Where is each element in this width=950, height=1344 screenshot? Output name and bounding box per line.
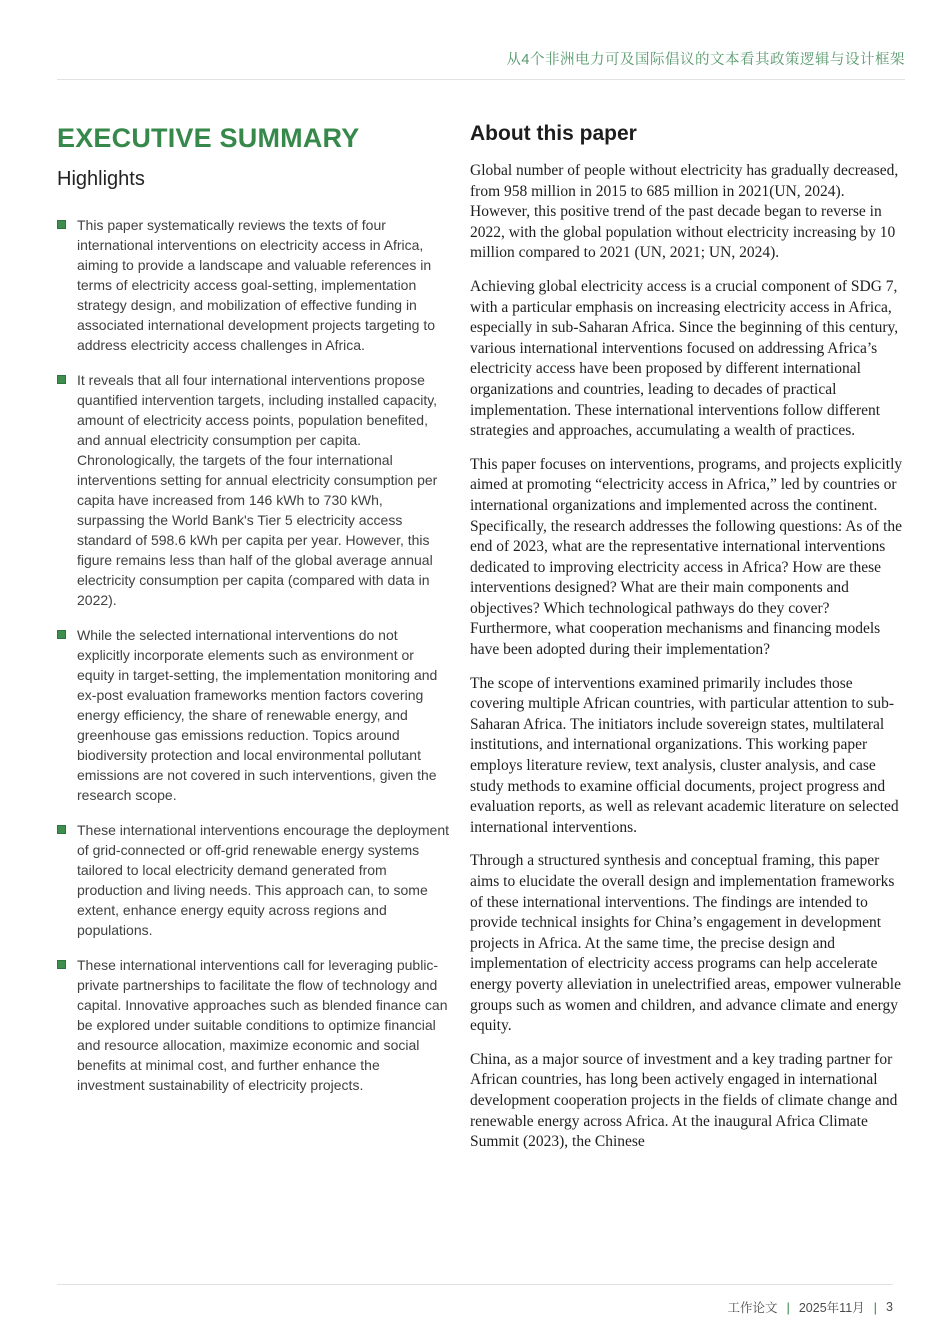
highlight-text: These international interventions call for leveraging public-private partnerships to facilitate the flow of technology and capital. Innovative approaches such as blended finance can be explored under suitable conditions to optimize financial and resource allocation, maximize economic and social benefits at minimal cost, and further enhance the investment sustainability of electricity projects. <box>77 956 448 1093</box>
bullet-square-icon <box>57 375 66 384</box>
footer-date: 2025年11月 <box>798 1301 865 1315</box>
body-paragraph: This paper focuses on interventions, programs, and projects explicitly aimed at promoting “electricity access in Africa,” led by countries or international organizations and implemented across the continent. Specifically, the research addresses the following questions: As of the end of 2023, what are the representative international interventions dedicated to improving electricity access in Africa? How are these interventions designed? What are their main components and objectives? Which technological pathways do they cover? Furthermore, what cooperation mechanisms and financing models have been adopted during their implementation? <box>470 455 903 659</box>
highlights-list <box>57 215 450 1095</box>
header-divider <box>57 79 905 80</box>
page-number: 3 <box>886 1300 893 1314</box>
list-item <box>57 215 450 355</box>
page-content <box>57 122 905 1166</box>
highlight-text: It reveals that all four international interventions propose quantified intervention targets, including installed capacity, amount of electricity access points, population benefited, and annual electricity consumption per capita. Chronologically, the targets of the four international interventions setting for annual electricity consumption per capita have increased from 146 kWh to 730 kWh, surpassing the World Bank's Tier 5 electricity access standard of 598.6 kWh per capita per year. However, this figure remains less than half of the global average annual electricity consumption per capita (compared with data in 2022). <box>77 371 438 608</box>
page-footer <box>57 1284 893 1316</box>
body-paragraph: China, as a major source of investment and a key trading partner for African countries, has long been actively engaged in international development cooperation projects in the fields of climate change and renewable energy across Africa. At the inaugural Africa Climate Summit (2023), the Chinese <box>470 1050 898 1151</box>
bullet-square-icon <box>57 960 66 969</box>
highlights-title: Highlights <box>57 167 145 190</box>
list-item <box>57 625 450 805</box>
highlight-text: While the selected international interventions do not explicitly incorporate elements such as environment or equity in target-setting, the implementation monitoring and ex-post evaluation frameworks mention factors covering energy efficiency, the share of renewable energy, and greenhouse gas emissions reduction. Topics around biodiversity protection and local environmental pollutant emissions are not covered in such interventions, given the research scope. <box>77 626 438 803</box>
highlight-text: This paper systematically reviews the texts of four international interventions on electricity access in Africa, aiming to provide a landscape and valuable references in terms of electricity access goal-setting, implementation strategy design, and mobilization of effective funding in associated international development projects targeting to address electricity access challenges in Africa. <box>77 216 435 353</box>
footer-separator: | <box>786 1299 790 1315</box>
bullet-square-icon <box>57 220 66 229</box>
about-paper-title: About this paper <box>470 122 637 145</box>
body-paragraph: Global number of people without electricity has gradually decreased, from 958 million in 2015 to 685 million in 2021(UN, 2024). However, this positive trend of the past decade began to reverse in 2022, with the global population without electricity increasing by 10 million compared to 2021 (UN, 2021; UN, 2024). <box>470 162 899 262</box>
page-header <box>57 0 905 80</box>
executive-summary-title: EXECUTIVE SUMMARY <box>57 123 360 153</box>
running-head-title: 从4个非洲电力可及国际倡议的文本看其政策逻辑与设计框架 <box>506 52 905 68</box>
body-paragraph: The scope of interventions examined primarily includes those covering multiple African countries, with particular attention to sub-Saharan Africa. The initiators include sovereign states, multilateral institutions, and international organizations. This working paper employs literature review, text analysis, cluster analysis, and case study methods to examine official documents, project progress and evaluation reports, as well as relevant academic literature on selected international interventions. <box>470 674 899 836</box>
footer-meta <box>57 1298 893 1316</box>
footer-separator: | <box>873 1299 878 1315</box>
footer-doc-type: 工作论文 <box>727 1301 778 1315</box>
bullet-square-icon <box>57 825 66 834</box>
about-paper-column <box>470 122 905 1166</box>
list-item <box>57 820 450 940</box>
list-item <box>57 955 450 1095</box>
footer-divider <box>57 1284 893 1285</box>
body-paragraph: Through a structured synthesis and conceptual framing, this paper aims to elucidate the overall design and implementation frameworks of these international interventions. The findings are intended to provide technical insights for China’s engagement in development projects in Africa. At the same time, the precise design and implementation of electricity access programs can help accelerate energy poverty alleviation in unelectrified areas, empower vulnerable groups such as women and children, and advance climate and energy equity. <box>470 852 901 1035</box>
bullet-square-icon <box>57 630 66 639</box>
highlight-text: These international interventions encourage the deployment of grid-connected or off-grid renewable energy systems tailored to local electricity demand generated from production and living needs. This approach can, to some extent, enhance energy equity across regions and populations. <box>77 821 450 938</box>
list-item <box>57 370 450 610</box>
executive-summary-column <box>57 122 470 1166</box>
body-paragraph: Achieving global electricity access is a crucial component of SDG 7, with a particular emphasis on increasing electricity access in Africa, especially in sub-Saharan Africa. Since the beginning of this century, various international interventions focused on addressing Africa’s electricity access have been proposed by different international organizations and countries, leading to decades of practical implementation. These international interventions follow different strategies and approaches, accumulating a wealth of practices. <box>470 277 899 440</box>
